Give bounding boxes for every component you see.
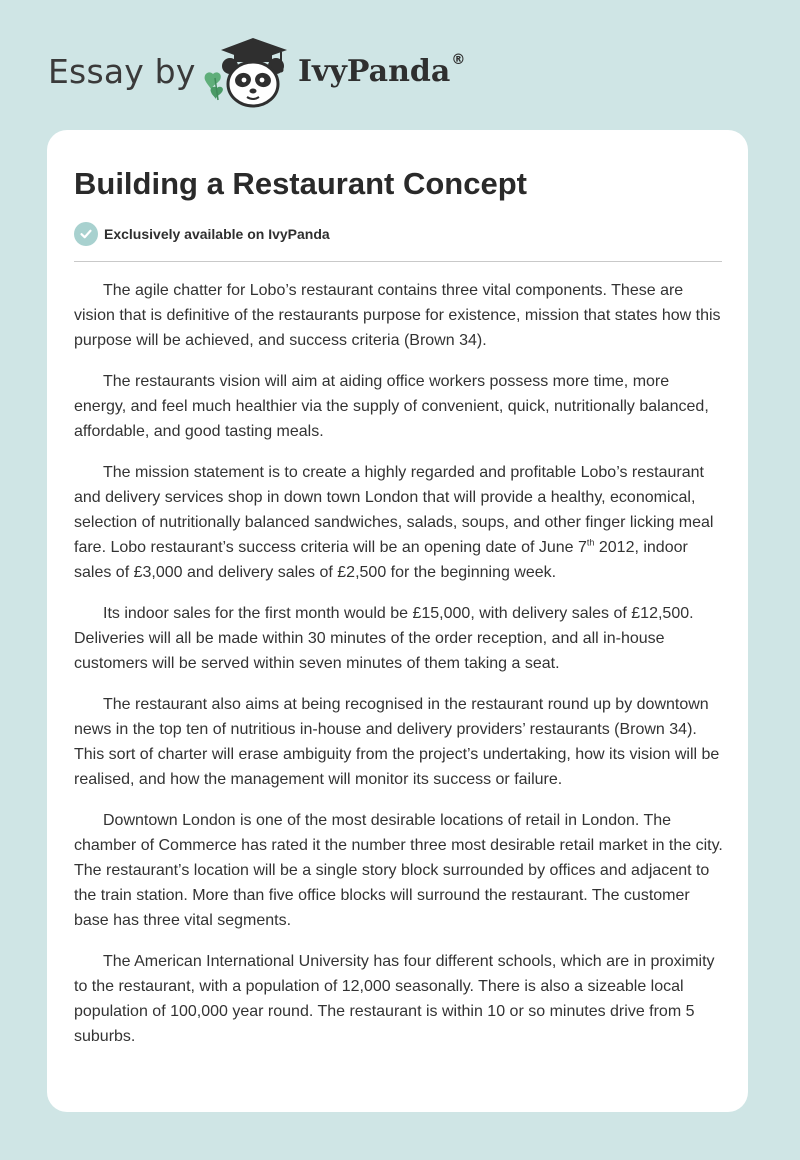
brand-name: IvyPanda® xyxy=(298,52,466,89)
exclusive-badge xyxy=(74,222,330,246)
page-title: Building a Restaurant Concept xyxy=(74,166,527,201)
brand-prefix: Essay by xyxy=(48,52,196,91)
brand-header[interactable] xyxy=(48,34,508,110)
paragraph: The mission statement is to create a highly regarded and profitable Lobo’s restaurant and delivery services shop in down town London that will provide a healthy, economical, selection of nutritionally balanced sandwiches, salads, soups, and other finger licking meal fare. Lobo restaurant’s success criteria will be an opening date of June 7th 2012, indoor sales of £3,000 and delivery sales of £2,500 for the beginning week. xyxy=(74,464,714,581)
badge-label: Exclusively available on IvyPanda xyxy=(104,226,330,242)
divider xyxy=(74,261,722,262)
essay-card xyxy=(47,130,748,1112)
essay-body xyxy=(74,278,724,1065)
paragraph: Its indoor sales for the first month would be £15,000, with delivery sales of £12,500. Deliveries will all be made within 30 minutes of the order reception, and all in-house customers will be served within seven minutes of them taking a seat. xyxy=(74,605,694,672)
paragraph: The restaurant also aims at being recognised in the restaurant round up by downtown news in the top ten of nutritious in-house and delivery providers’ restaurants (Brown 34). This sort of charter will erase ambiguity from the project’s undertaking, how its vision will be realised, and how the management will monitor its success or failure. xyxy=(74,696,720,788)
paragraph: The American International University has four different schools, which are in proximity to the restaurant, with a population of 12,000 seasonally. There is also a sizeable local population of 100,000 year round. The restaurant is within 10 or so minutes drive from 5 suburbs. xyxy=(74,953,715,1045)
check-circle-icon xyxy=(74,222,98,246)
paragraph: The restaurants vision will aim at aiding office workers possess more time, more energy, and feel much healthier via the supply of convenient, quick, nutritionally balanced, affordable, and good tasting meals. xyxy=(74,373,709,440)
registered-mark: ® xyxy=(451,52,466,68)
panda-logo-icon xyxy=(201,34,293,110)
paragraph: The agile chatter for Lobo’s restaurant contains three vital components. These are vision that is definitive of the restaurants purpose for existence, mission that states how this purpose will be achieved, and success criteria (Brown 34). xyxy=(74,282,721,349)
paragraph: Downtown London is one of the most desirable locations of retail in London. The chamber of Commerce has rated it the number three most desirable retail market in the city. The restaurant’s location will be a single story block surrounded by offices and adjacent to the train station. More than five office blocks will surround the restaurant. The customer base has three vital segments. xyxy=(74,812,723,929)
ordinal-suffix: th xyxy=(586,537,595,548)
